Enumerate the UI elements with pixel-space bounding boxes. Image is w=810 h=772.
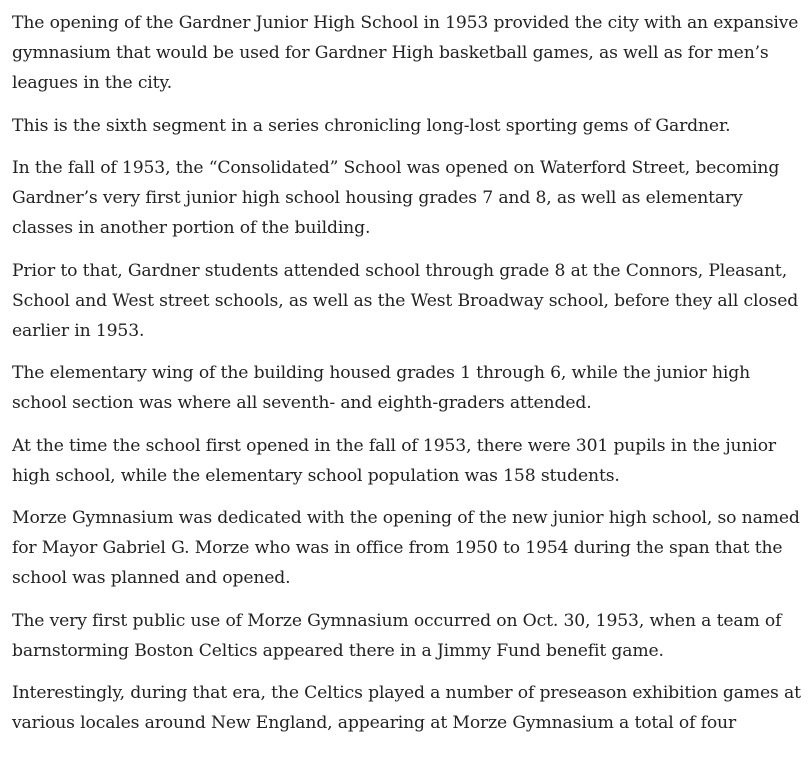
article-paragraph: Prior to that, Gardner students attended school through grade 8 at the Connors, Pleasant, School and West street schools, as well as the West Broadway school, before they all closed earlier in 1953. — [12, 260, 799, 341]
article-paragraph: At the time the school first opened in the fall of 1953, there were 301 pupils in the junior high school, while the elementary school population was 158 students. — [12, 435, 776, 486]
article-paragraph: The elementary wing of the building housed grades 1 through 6, while the junior high school section was where all seventh- and eighth-graders attended. — [12, 363, 751, 413]
article-body — [12, 8, 808, 751]
article-paragraph: This is the sixth segment in a series chronicling long-lost sporting gems of Gardner. — [12, 115, 731, 136]
article-paragraph: Interestingly, during that era, the Celtics played a number of preseason exhibition games at various locales around New England, appearing at Morze Gymnasium a total of four — [12, 683, 801, 733]
article-paragraph: In the fall of 1953, the “Consolidated” School was opened on Waterford Street, becoming Gardner’s very first junior high school housing grades 7 and 8, as well as elementary classes in another portion of the building. — [12, 158, 780, 238]
article-paragraph: The opening of the Gardner Junior High School in 1953 provided the city with an expansive gymnasium that would be used for Gardner High basketball games, as well as for men’s leagues in the city. — [12, 13, 799, 93]
article-paragraph: Morze Gymnasium was dedicated with the opening of the new junior high school, so named for Mayor Gabriel G. Morze who was in office from 1950 to 1954 during the span that the school was planned and opened. — [12, 508, 800, 588]
article-paragraph: The very first public use of Morze Gymnasium occurred on Oct. 30, 1953, when a team of barnstorming Boston Celtics appeared there in a Jimmy Fund benefit game. — [12, 610, 782, 661]
